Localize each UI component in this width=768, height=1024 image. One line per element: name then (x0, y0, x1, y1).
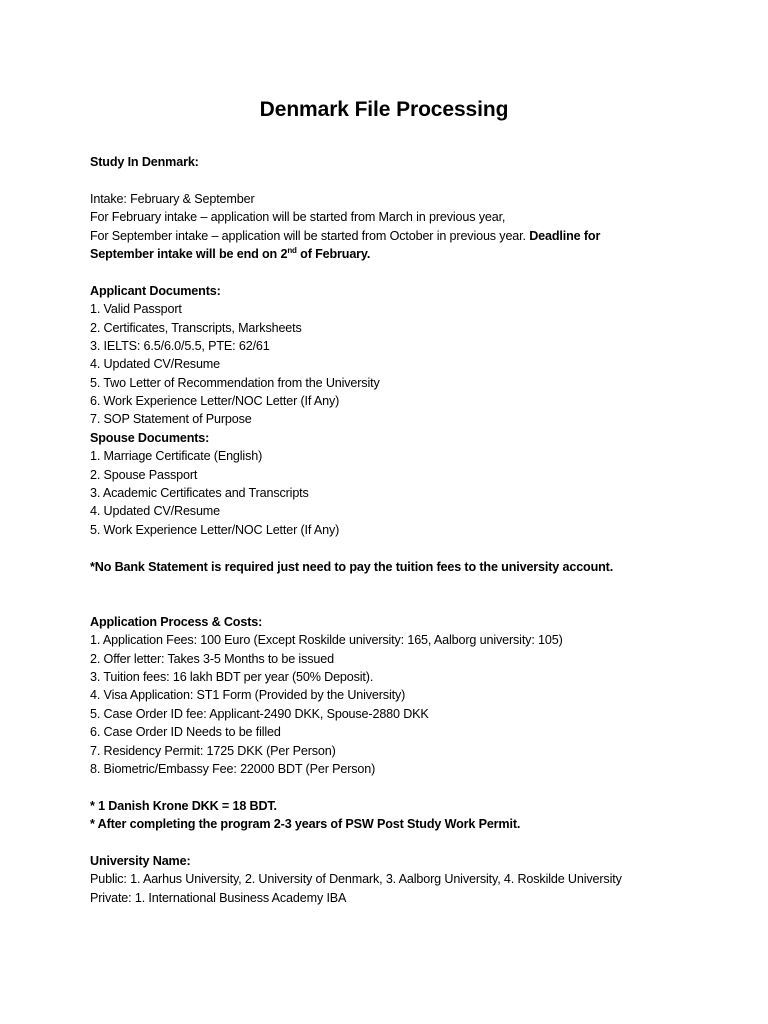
list-item: 4. Updated CV/Resume (90, 357, 221, 372)
spacer (90, 833, 690, 851)
private-universities: Private: 1. International Business Academy IBA (90, 890, 347, 905)
spacer (90, 539, 690, 557)
list-item: 1. Marriage Certificate (English) (90, 449, 263, 464)
spouse-documents-heading: Spouse Documents: (90, 430, 210, 445)
deadline-superscript: nd (287, 245, 297, 255)
list-item: 6. Work Experience Letter/NOC Letter (If Any) (90, 394, 340, 409)
list-item: 4. Updated CV/Resume (90, 504, 221, 519)
deadline-text-c: of February. (296, 246, 371, 261)
document-body (90, 153, 690, 907)
university-name-heading: University Name: (90, 853, 191, 868)
spacer (90, 778, 690, 796)
list-item: 5. Two Letter of Recommendation from the University (90, 375, 380, 390)
deadline-text-a: Deadline for (529, 228, 601, 243)
psw-note: * After completing the program 2-3 years of PSW Post Study Work Permit. (90, 817, 521, 832)
list-item: 2. Offer letter: Takes 3-5 Months to be issued (90, 651, 334, 666)
list-item: 7. Residency Permit: 1725 DKK (Per Person) (90, 743, 336, 758)
bank-statement-note: *No Bank Statement is required just need to pay the tuition fees to the university account. (90, 559, 614, 574)
spacer (90, 263, 690, 281)
spacer (90, 576, 690, 594)
list-item: 6. Case Order ID Needs to be filled (90, 725, 281, 740)
public-universities: Public: 1. Aarhus University, 2. University of Denmark, 3. Aalborg University, 4. Roskilde University (90, 872, 622, 887)
study-heading: Study In Denmark: (90, 155, 199, 169)
list-item: 3. Tuition fees: 16 lakh BDT per year (50% Deposit). (90, 669, 374, 684)
list-item: 8. Biometric/Embassy Fee: 22000 BDT (Per Person) (90, 761, 376, 776)
deadline-line (90, 245, 690, 263)
september-intake-text: For September intake – application will be started from October in previous year. (90, 228, 526, 243)
list-item: 1. Application Fees: 100 Euro (Except Roskilde university: 165, Aalborg university: 105) (90, 633, 563, 648)
list-item: 5. Work Experience Letter/NOC Letter (If Any) (90, 522, 340, 537)
spacer (90, 171, 690, 189)
list-item: 4. Visa Application: ST1 Form (Provided by the University) (90, 688, 406, 703)
page-title: Denmark File Processing (259, 98, 509, 121)
february-intake-line: For February intake – application will be started from March in previous year, (90, 210, 506, 225)
list-item: 1. Valid Passport (90, 302, 182, 317)
application-process-heading: Application Process & Costs: (90, 614, 263, 629)
list-item: 5. Case Order ID fee: Applicant-2490 DKK, Spouse-2880 DKK (90, 706, 429, 721)
list-item: 3. Academic Certificates and Transcripts (90, 486, 309, 501)
deadline-text-b: September intake will be end on 2 (90, 246, 288, 261)
list-item: 2. Certificates, Transcripts, Marksheets (90, 320, 302, 335)
intake-line: Intake: February & September (90, 191, 255, 206)
applicant-documents-heading: Applicant Documents: (90, 283, 221, 298)
list-item: 7. SOP Statement of Purpose (90, 412, 252, 427)
september-intake-line (90, 227, 690, 245)
list-item: 3. IELTS: 6.5/6.0/5.5, PTE: 62/61 (90, 338, 270, 353)
currency-note: * 1 Danish Krone DKK = 18 BDT. (90, 798, 277, 813)
spacer (90, 594, 690, 612)
list-item: 2. Spouse Passport (90, 467, 198, 482)
